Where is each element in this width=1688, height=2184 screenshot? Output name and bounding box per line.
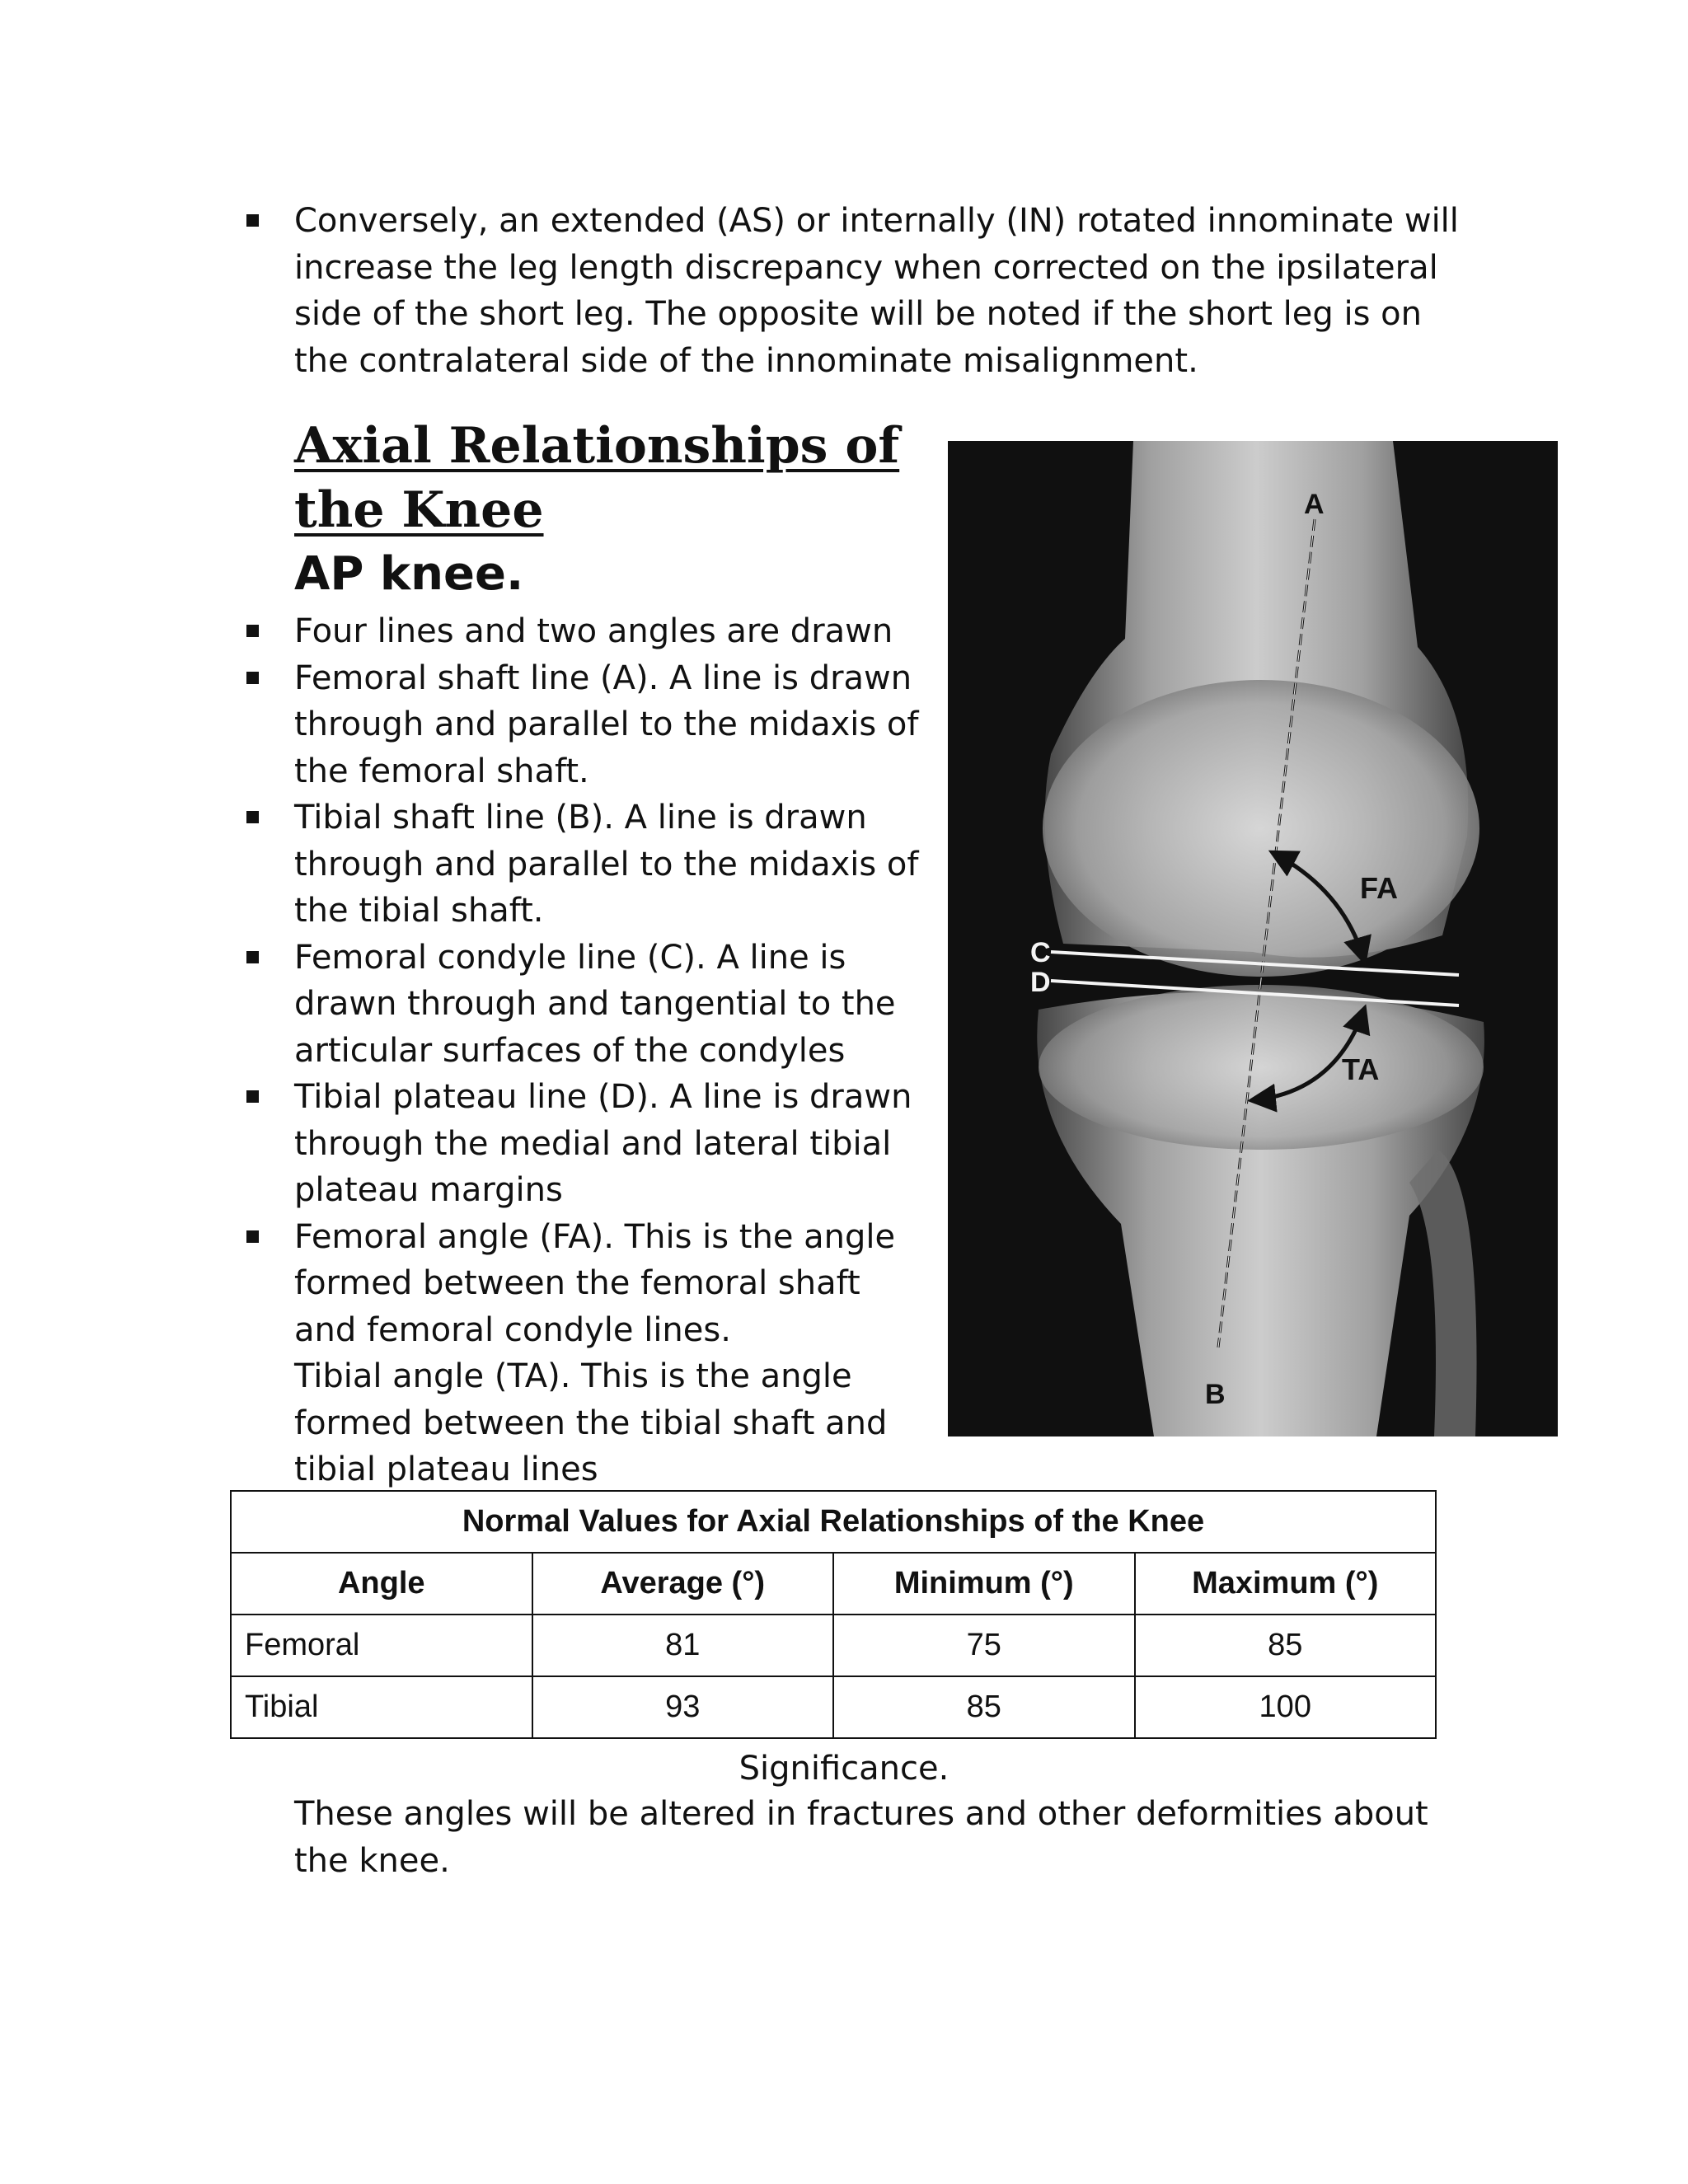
table-caption-row [231, 1491, 1436, 1553]
significance-label: Significance. [738, 1750, 950, 1788]
list-item [294, 655, 929, 795]
intro-list [294, 198, 1465, 384]
list-item-text: Tibial shaft line (B). A line is drawn through and parallel to the midaxis of the tibial shaft. [294, 799, 919, 930]
bullet-square-icon [246, 1090, 259, 1103]
line-label-a: A [1304, 489, 1325, 520]
angle-label-ta: TA [1342, 1052, 1380, 1086]
line-label-b: B [1205, 1379, 1226, 1410]
angle-label-fa: FA [1360, 871, 1399, 905]
list-item [294, 1214, 929, 1354]
column-header-minimum: Minimum (°) [833, 1553, 1135, 1615]
table-cell: 81 [532, 1615, 834, 1676]
list-item [294, 935, 929, 1075]
line-label-c: C [1030, 937, 1051, 968]
intro-bullet [294, 198, 1465, 384]
table-cell: 93 [532, 1676, 834, 1738]
intro-text: Conversely, an extended (AS) or internally (IN) rotated innominate will increase the leg length discrepancy when corrected on the ipsilateral side of the short leg. The opposite will be noted if the short leg is on the contralateral side of the innominate misalignment. [294, 202, 1459, 380]
list-item [294, 794, 929, 935]
table-cell: 75 [833, 1615, 1135, 1676]
list-item [294, 608, 929, 655]
table-cell: 100 [1135, 1676, 1437, 1738]
bullet-square-icon [246, 214, 259, 227]
table-row [231, 1615, 1436, 1676]
list-item-text: Femoral angle (FA). This is the angle formed between the femoral shaft and femoral condyle lines. [294, 1217, 896, 1349]
table-cell: 85 [833, 1676, 1135, 1738]
bullet-square-icon [246, 951, 259, 963]
column-header-maximum: Maximum (°) [1135, 1553, 1437, 1615]
line-label-d: D [1030, 967, 1051, 998]
normal-values-table [230, 1490, 1437, 1739]
knee-lines-list [294, 608, 929, 1353]
table-cell: Tibial [231, 1676, 532, 1738]
list-item-text: Femoral condyle line (C). A line is drawn through and tangential to the articular surfaces of the condyles [294, 938, 896, 1070]
table-cell: Femoral [231, 1615, 532, 1676]
list-item-text: Tibial plateau line (D). A line is drawn through the medial and lateral tibial plateau margins [294, 1078, 912, 1209]
table-caption: Normal Values for Axial Relationships of the Knee [231, 1491, 1436, 1553]
bullet-square-icon [246, 625, 259, 637]
section-subheading: AP knee. [294, 547, 524, 601]
list-item [294, 1074, 929, 1214]
column-header-angle: Angle [231, 1553, 532, 1615]
bullet-square-icon [246, 1230, 259, 1243]
tibial-angle-text: Tibial angle (TA). This is the angle formed between the tibial shaft and tibial plateau lines [294, 1357, 888, 1488]
list-item-text: Femoral shaft line (A). A line is drawn through and parallel to the midaxis of the femoral shaft. [294, 658, 919, 790]
table-row [231, 1676, 1436, 1738]
bullet-square-icon [246, 811, 259, 823]
bullet-square-icon [246, 672, 259, 684]
column-header-average: Average (°) [532, 1553, 834, 1615]
section-heading: Axial Relationships of the Knee [294, 417, 900, 539]
knee-xray-image [948, 441, 1558, 1436]
table-header-row [231, 1553, 1436, 1615]
closing-text: These angles will be altered in fractures and other deformities about the knee. [294, 1795, 1428, 1880]
table-cell: 85 [1135, 1615, 1437, 1676]
list-item-text: Four lines and two angles are drawn [294, 612, 893, 650]
